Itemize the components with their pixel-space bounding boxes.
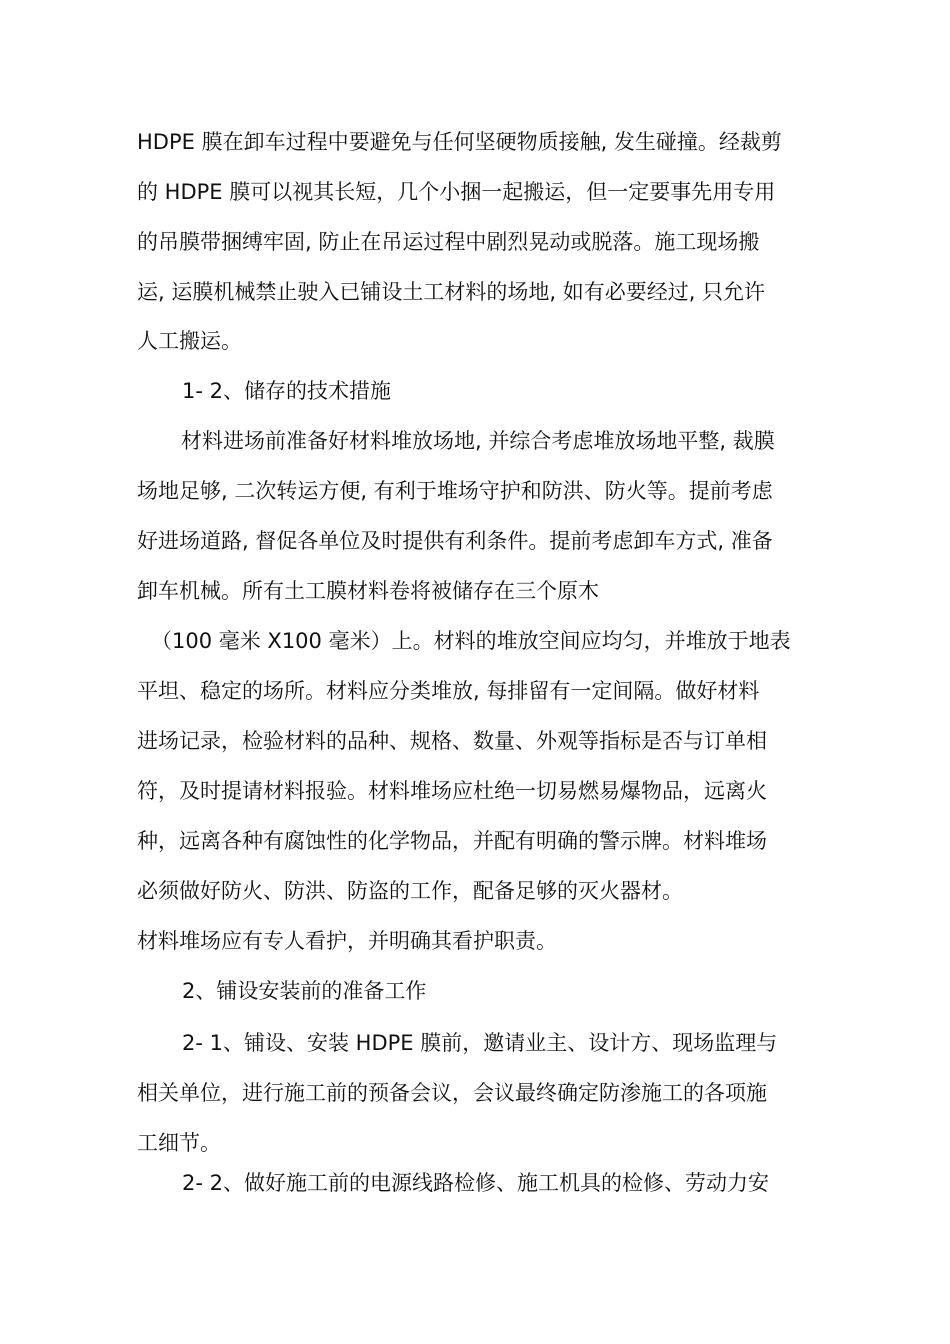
text-line: 的 HDPE 膜可以视其长短，几个小捆一起搬运，但一定要事先用专用 — [137, 180, 776, 204]
text-line: 材料进场前准备好材料堆放场地, 并综合考虑堆放场地平整, 裁膜 — [181, 429, 775, 453]
text-line: 相关单位，进行施工前的预备会议，会议最终确定防渗施工的各项施 — [137, 1081, 767, 1105]
text-line: 运, 运膜机械禁止驶入已铺设土工材料的场地, 如有必要经过, 只允许 — [137, 280, 766, 304]
text-line: 工细节。 — [137, 1131, 221, 1155]
text-line: 好进场道路, 督促各单位及时提供有利条件。提前考虑卸车方式, 准备 — [137, 529, 773, 553]
text-line: 符，及时提请材料报验。材料堆场应杜绝一切易燃易爆物品，远离火 — [137, 779, 767, 803]
text-line: 卸车机械。所有土工膜材料卷将被储存在三个原木 — [137, 579, 599, 603]
text-line: 材料堆场应有专人看护，并明确其看护职责。 — [137, 929, 557, 953]
text-line: 2- 2、做好施工前的电源线路检修、施工机具的检修、劳动力安 — [182, 1171, 769, 1195]
text-line: HDPE 膜在卸车过程中要避免与任何坚硬物质接触, 发生碰撞。经裁剪 — [137, 130, 782, 154]
text-line: 种，远离各种有腐蚀性的化学物品，并配有明确的警示牌。材料堆场 — [137, 829, 767, 853]
text-line: 的吊膜带捆缚牢固, 防止在吊运过程中剧烈晃动或脱落。施工现场搬 — [137, 230, 760, 254]
text-line: 平坦、稳定的场所。材料应分类堆放, 每排留有一定间隔。做好材料 — [137, 679, 760, 703]
text-line: （100 毫米 X100 毫米）上。材料的堆放空间应均匀，并堆放于地表 — [151, 629, 791, 653]
text-line: 场地足够, 二次转运方便, 有利于堆场守护和防洪、防火等。提前考虑 — [137, 479, 773, 503]
section-heading: 1- 2、储存的技术措施 — [182, 379, 391, 403]
text-line: 进场记录，检验材料的品种、规格、数量、外观等指标是否与订单相 — [137, 729, 767, 753]
text-line: 人工搬运。 — [137, 329, 242, 353]
text-line: 2- 1、铺设、安装 HDPE 膜前，邀请业主、设计方、现场监理与 — [182, 1031, 778, 1055]
text-line: 必须做好防火、防洪、防盗的工作，配备足够的灭火器材。 — [137, 879, 683, 903]
section-heading: 2、铺设安装前的准备工作 — [182, 979, 427, 1003]
